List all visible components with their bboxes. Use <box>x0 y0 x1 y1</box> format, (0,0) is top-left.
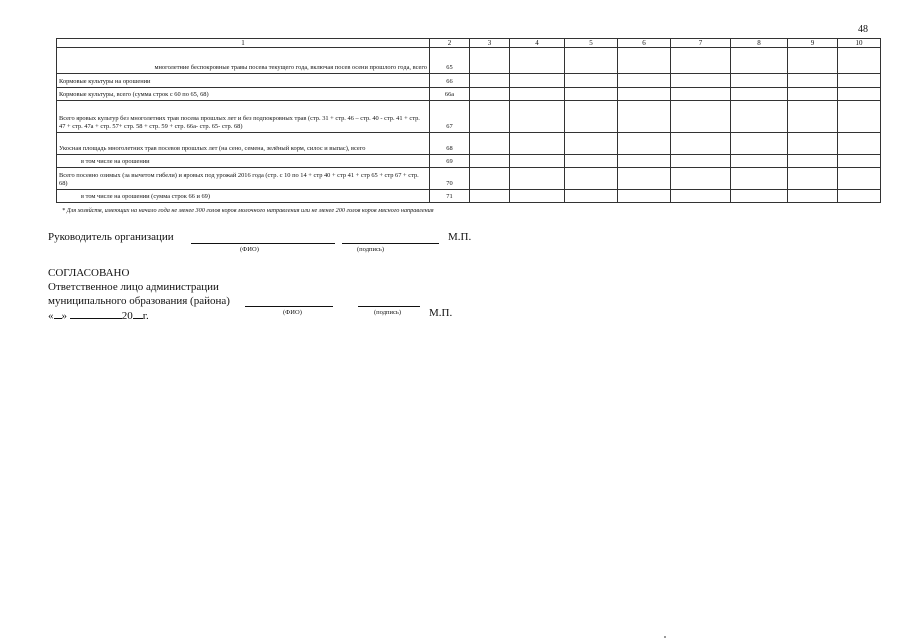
input-cell[interactable] <box>510 133 565 155</box>
input-cell[interactable] <box>470 74 510 88</box>
input-cell[interactable] <box>671 190 731 203</box>
table-row <box>57 101 881 133</box>
column-header: 5 <box>565 39 618 48</box>
input-cell[interactable] <box>565 133 618 155</box>
row-label: Кормовые культуры, всего (сумма строк с 60 по 65, 68) <box>57 88 430 101</box>
input-cell[interactable] <box>838 88 881 101</box>
input-cell[interactable] <box>788 74 838 88</box>
input-cell[interactable] <box>618 168 671 190</box>
table-row <box>57 168 881 190</box>
row-label: Кормовые культуры на орошении <box>57 74 430 88</box>
approval-fio-field[interactable] <box>245 306 333 307</box>
table-row <box>57 88 881 101</box>
crops-table <box>56 38 881 203</box>
column-header: 6 <box>618 39 671 48</box>
row-code: 67 <box>430 101 470 133</box>
input-cell[interactable] <box>565 101 618 133</box>
table-footnote: * Для хозяйств, имеющих на начало года не менее 300 голов коров молочного направления или не менее 200 голов коров мясного направления <box>62 207 434 214</box>
input-cell[interactable] <box>470 88 510 101</box>
input-cell[interactable] <box>618 88 671 101</box>
date-open-quote: « <box>48 310 54 322</box>
year-field[interactable] <box>133 309 143 319</box>
table-row <box>57 74 881 88</box>
column-header: 8 <box>731 39 788 48</box>
scan-speck <box>664 636 666 638</box>
input-cell[interactable] <box>470 190 510 203</box>
input-cell[interactable] <box>838 190 881 203</box>
column-header: 2 <box>430 39 470 48</box>
input-cell[interactable] <box>838 133 881 155</box>
table-header-row <box>57 39 881 48</box>
input-cell[interactable] <box>470 168 510 190</box>
signature-caption: (подпись) <box>357 246 384 253</box>
input-cell[interactable] <box>510 74 565 88</box>
fio-field[interactable] <box>191 243 335 244</box>
input-cell[interactable] <box>838 155 881 168</box>
input-cell[interactable] <box>470 133 510 155</box>
table-row <box>57 133 881 155</box>
input-cell[interactable] <box>671 133 731 155</box>
approval-signature-caption: (подпись) <box>374 309 401 316</box>
row-code: 71 <box>430 190 470 203</box>
date-close-quote: » <box>61 310 67 322</box>
column-header: 7 <box>671 39 731 48</box>
approval-stamp-place-label: М.П. <box>429 307 453 319</box>
input-cell[interactable] <box>731 155 788 168</box>
year-suffix: г. <box>142 310 149 322</box>
row-label: многолетние беспокровные травы посева текущего года, включая посев осени прошлого года, всего <box>57 48 430 74</box>
row-code: 70 <box>430 168 470 190</box>
input-cell[interactable] <box>565 168 618 190</box>
approval-fio-caption: (ФИО) <box>283 309 302 316</box>
row-code: 65 <box>430 48 470 74</box>
input-cell[interactable] <box>565 190 618 203</box>
input-cell[interactable] <box>788 168 838 190</box>
day-field[interactable] <box>54 309 62 319</box>
input-cell[interactable] <box>671 168 731 190</box>
input-cell[interactable] <box>470 48 510 74</box>
column-header: 4 <box>510 39 565 48</box>
input-cell[interactable] <box>731 101 788 133</box>
input-cell[interactable] <box>788 133 838 155</box>
input-cell[interactable] <box>510 190 565 203</box>
input-cell[interactable] <box>565 88 618 101</box>
row-code: 69 <box>430 155 470 168</box>
input-cell[interactable] <box>838 74 881 88</box>
input-cell[interactable] <box>671 48 731 74</box>
input-cell[interactable] <box>788 155 838 168</box>
input-cell[interactable] <box>671 101 731 133</box>
row-code: 66а <box>430 88 470 101</box>
input-cell[interactable] <box>510 155 565 168</box>
input-cell[interactable] <box>671 155 731 168</box>
row-label: Укосная площадь многолетних трав посевов прошлых лет (на сено, семена, зелёный корм, силос и выпас), всего <box>57 133 430 155</box>
input-cell[interactable] <box>788 88 838 101</box>
input-cell[interactable] <box>731 74 788 88</box>
approval-line-2: муниципального образования (района) <box>48 295 230 307</box>
column-header: 9 <box>788 39 838 48</box>
input-cell[interactable] <box>470 155 510 168</box>
table-row <box>57 190 881 203</box>
input-cell[interactable] <box>731 168 788 190</box>
page-number: 48 <box>858 24 868 35</box>
input-cell[interactable] <box>731 133 788 155</box>
input-cell[interactable] <box>470 101 510 133</box>
input-cell[interactable] <box>565 48 618 74</box>
row-code: 66 <box>430 74 470 88</box>
input-cell[interactable] <box>618 190 671 203</box>
input-cell[interactable] <box>510 101 565 133</box>
input-cell[interactable] <box>788 190 838 203</box>
column-header: 10 <box>838 39 881 48</box>
row-code: 68 <box>430 133 470 155</box>
input-cell[interactable] <box>838 48 881 74</box>
input-cell[interactable] <box>731 88 788 101</box>
input-cell[interactable] <box>671 88 731 101</box>
stamp-place-label: М.П. <box>448 231 472 243</box>
column-header: 1 <box>57 39 430 48</box>
input-cell[interactable] <box>731 48 788 74</box>
row-label: в том числе на орошении (сумма строк 66 и 69) <box>57 190 430 203</box>
input-cell[interactable] <box>510 48 565 74</box>
year-prefix: 20 <box>121 310 133 322</box>
approval-date <box>48 309 149 322</box>
approval-signature-field[interactable] <box>358 306 420 307</box>
input-cell[interactable] <box>618 101 671 133</box>
input-cell[interactable] <box>510 168 565 190</box>
row-label: Всего посеяно озимых (за вычетом гибели) и яровых под урожай 2016 года (стр. с 10 по 14 + стр 40 + стр 41 + стр 65 + стр 67 + стр. 68) <box>57 168 430 190</box>
input-cell[interactable] <box>838 168 881 190</box>
signature-field[interactable] <box>342 243 439 244</box>
month-field[interactable] <box>70 309 122 319</box>
fio-caption: (ФИО) <box>240 246 259 253</box>
input-cell[interactable] <box>618 133 671 155</box>
input-cell[interactable] <box>510 88 565 101</box>
input-cell[interactable] <box>731 190 788 203</box>
input-cell[interactable] <box>565 74 618 88</box>
input-cell[interactable] <box>565 155 618 168</box>
row-label: в том числе на орошении <box>57 155 430 168</box>
table-row <box>57 155 881 168</box>
row-label: Всего яровых культур без многолетних трав посева прошлых лет и без подпокровных трав (стр. 31 + стр. 46 – стр. 40 - стр. 41 + стр. 47 + стр. 47а + стр. 57+ стр. 58 + стр. 59 + стр. 66а- стр. 65- стр. 68) <box>57 101 430 133</box>
input-cell[interactable] <box>838 101 881 133</box>
approval-title: СОГЛАСОВАНО <box>48 267 130 279</box>
head-of-organization-label: Руководитель организации <box>48 231 174 243</box>
approval-line-1: Ответственное лицо администрации <box>48 281 219 293</box>
column-header: 3 <box>470 39 510 48</box>
input-cell[interactable] <box>618 74 671 88</box>
input-cell[interactable] <box>618 48 671 74</box>
input-cell[interactable] <box>618 155 671 168</box>
table-row <box>57 48 881 74</box>
input-cell[interactable] <box>788 48 838 74</box>
input-cell[interactable] <box>788 101 838 133</box>
input-cell[interactable] <box>671 74 731 88</box>
